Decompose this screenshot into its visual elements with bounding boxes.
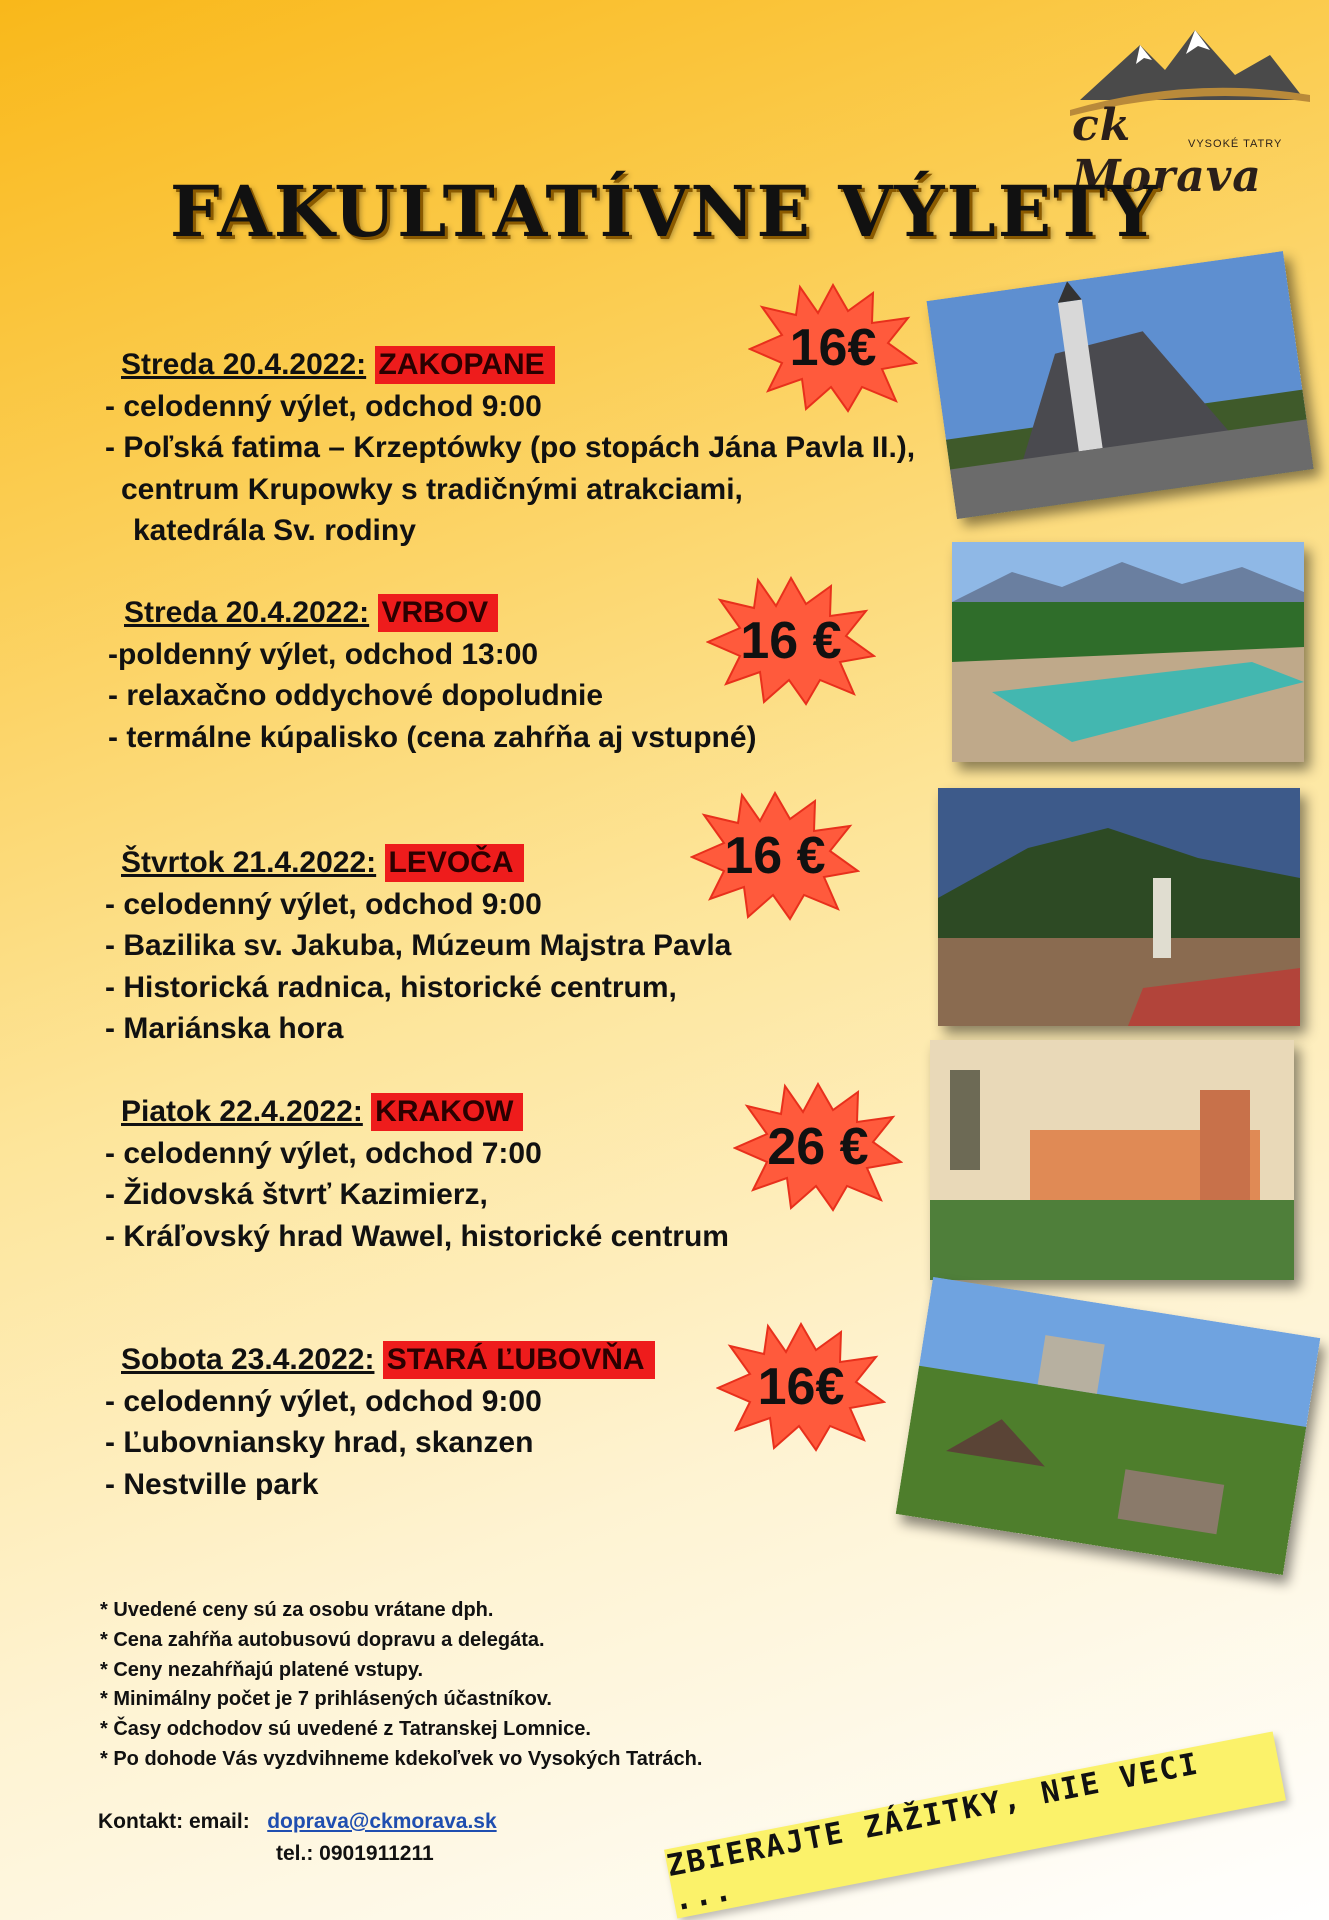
trip-detail: - celodenný výlet, odchod 9:00 [105, 1384, 542, 1418]
note-item: * Časy odchodov sú uvedené z Tatranskej Lomnice. [100, 1718, 591, 1741]
trip-detail: - Historická radnica, historické centrum, [105, 970, 677, 1004]
trip-destination: STARÁ ĽUBOVŇA [383, 1341, 655, 1379]
trip-destination: KRAKOW [371, 1093, 523, 1131]
trip-detail: - Židovská štvrť Kazimierz, [105, 1178, 488, 1211]
photo-levoca-town [938, 788, 1300, 1026]
trip-detail: katedrála Sv. rodiny [133, 514, 416, 547]
photo-zakopane-church [926, 251, 1313, 519]
trip-vrbov [108, 592, 757, 758]
page-title: FAKULTATÍVNE VÝLETY [169, 170, 1160, 253]
trip-krakow [105, 1091, 729, 1257]
note-item: * Cena zahŕňa autobusovú dopravu a delegáta. [100, 1628, 545, 1651]
trip-stara-lubovna [105, 1339, 655, 1505]
trip-destination: LEVOČA [385, 844, 524, 882]
notes-list [100, 1596, 702, 1775]
contact-label: Kontakt: email: [98, 1810, 250, 1833]
contact-phone: tel.: 0901911211 [276, 1842, 434, 1865]
trip-detail: - celodenný výlet, odchod 7:00 [105, 1136, 542, 1170]
price-label: 16€ [789, 319, 877, 377]
trip-detail: -poldenný výlet, odchod 13:00 [108, 637, 539, 671]
trip-detail: - celodenný výlet, odchod 9:00 [105, 389, 542, 423]
logo-subtitle: VYSOKÉ TATRY [1188, 138, 1283, 150]
note-item: * Ceny nezahŕňajú platené vstupy. [100, 1658, 424, 1681]
note-item: * Minimálny počet je 7 prihlásených účastníkov. [100, 1688, 552, 1711]
trip-detail: - Poľská fatima – Krzeptówky (po stopách Jána Pavla II.), [105, 431, 916, 464]
email-link[interactable]: doprava@ckmorava.sk [267, 1810, 497, 1833]
note-item: * Uvedené ceny sú za osobu vrátane dph. [100, 1599, 494, 1621]
photo-vrbov-pool [952, 542, 1304, 762]
trip-detail: - relaxačno oddychové dopoludnie [108, 679, 604, 712]
price-label: 16€ [757, 1358, 845, 1416]
logo-brand: ck Morava [1072, 100, 1262, 202]
trip-detail: - celodenný výlet, odchod 9:00 [105, 887, 542, 921]
trip-destination: ZAKOPANE [375, 346, 555, 384]
trip-levoca [105, 842, 731, 1050]
trip-date: Streda 20.4.2022: [121, 348, 367, 381]
trip-detail: centrum Krupowky s tradičnými atrakciami, [121, 472, 743, 506]
trip-detail: - Mariánska hora [105, 1012, 344, 1045]
photo-krakow-wawel [930, 1040, 1294, 1280]
price-label: 16 € [740, 612, 842, 670]
photo-stara-lubovna-castle [896, 1277, 1321, 1575]
price-badge [690, 791, 860, 921]
trip-detail: - Bazilika sv. Jakuba, Múzeum Majstra Pavla [105, 929, 732, 962]
slogan-text: ZBIERAJTE ZÁŽITKY, NIE VECI ... [664, 1746, 1203, 1919]
trip-destination: VRBOV [378, 594, 499, 632]
price-badge [706, 576, 876, 706]
trip-date: Streda 20.4.2022: [124, 596, 370, 629]
contact-block [98, 1806, 497, 1870]
trip-date: Štvrtok 21.4.2022: [121, 846, 377, 879]
trip-detail: - termálne kúpalisko (cena zahŕňa aj vstupné) [108, 720, 757, 754]
trip-detail: - Nestville park [105, 1467, 319, 1501]
trip-date: Piatok 22.4.2022: [121, 1095, 363, 1128]
price-label: 26 € [767, 1118, 869, 1176]
price-label: 16 € [724, 827, 826, 885]
price-badge [748, 283, 918, 413]
trip-detail: - Ľubovniansky hrad, skanzen [105, 1426, 534, 1459]
trip-date: Sobota 23.4.2022: [121, 1343, 375, 1376]
trip-detail: - Kráľovský hrad Wawel, historické centrum [105, 1219, 729, 1253]
note-item: * Po dohode Vás vyzdvihneme kdekoľvek vo Vysokých Tatrách. [100, 1747, 703, 1770]
price-badge [733, 1082, 903, 1212]
price-badge [716, 1322, 886, 1452]
slogan-banner [664, 1731, 1286, 1918]
